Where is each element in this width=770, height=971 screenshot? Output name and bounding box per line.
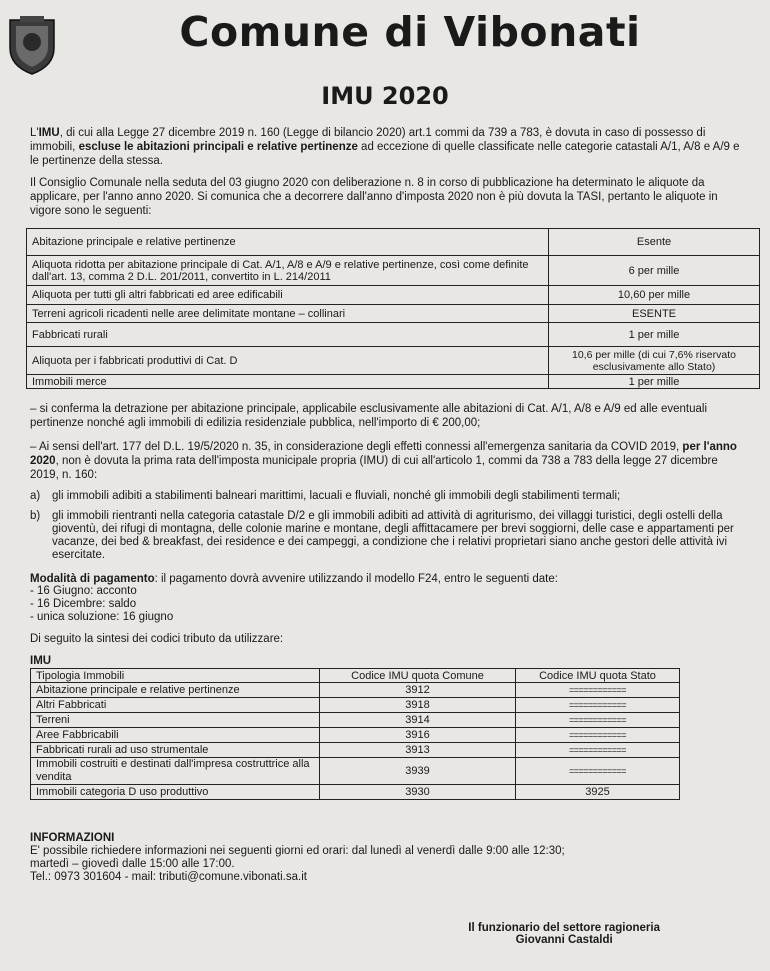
type-cell: Altri Fabbricati (31, 698, 320, 713)
intro-paragraph-1: L'IMU, di cui alla Legge 27 dicembre 2019 n. 160 (Legge di bilancio 2020) art.1 commi da 739 a 783, è dovuta in caso di possesso di immobili, escluse le abitazioni principali e relative pertinenze ad eccezione di quelle classificate nelle categorie catastali A/1, A/8 e A/9 e le pertinenze della stessa. (30, 127, 740, 167)
payment-dates (30, 585, 173, 624)
rate-value: 10,6 per mille (di cui 7,6% riservato esclusivamente allo Stato) (549, 347, 760, 375)
comune-code-cell: 3918 (320, 698, 516, 713)
table-row (31, 785, 680, 800)
stato-code-cell: ============ (516, 683, 680, 698)
rates-table (26, 228, 760, 389)
rates-row (27, 256, 760, 286)
comune-code-cell: 3914 (320, 713, 516, 728)
municipal-crest-icon (6, 14, 58, 76)
comune-code-cell: 3939 (320, 758, 516, 785)
page-subtitle: IMU 2020 (321, 82, 449, 110)
payment-date: - 16 Giugno: acconto (30, 585, 137, 597)
stato-code-cell: ============ (516, 728, 680, 743)
exemption-item-a (30, 490, 748, 503)
column-header: Tipologia Immobili (31, 669, 320, 683)
comune-code-cell: 3912 (320, 683, 516, 698)
rates-row (27, 305, 760, 323)
signature-role: Il funzionario del settore ragioneria (468, 922, 660, 934)
item-text: gli immobili adibiti a stabilimenti balneari marittimi, lacuali e fluviali, nonché gli immobili degli stabilimenti termali; (52, 490, 621, 502)
rate-value: 10,60 per mille (549, 286, 760, 305)
rate-value: ESENTE (549, 305, 760, 323)
payment-date: - unica soluzione: 16 giugno (30, 611, 174, 623)
rate-label: Abitazione principale e relative pertinenze (27, 229, 549, 256)
column-header: Codice IMU quota Comune (320, 669, 516, 683)
rate-label: Aliquota ridotta per abitazione principale di Cat. A/1, A/8 e A/9 e relative pertinenze, così come definite dall'art. 13, comma 2 D.L. 201/2011, convertito in L. 214/2011 (27, 256, 549, 286)
rate-value: 1 per mille (549, 323, 760, 347)
info-contacts: Tel.: 0973 301604 - mail: tributi@comune.vibonati.sa.it (30, 871, 307, 883)
comune-code-cell: 3913 (320, 743, 516, 758)
rate-label: Aliquota per i fabbricati produttivi di Cat. D (27, 347, 549, 375)
type-cell: Immobili costruiti e destinati dall'impresa costruttrice alla vendita (31, 758, 320, 785)
item-label: b) (30, 510, 41, 522)
type-cell: Immobili categoria D uso produttivo (31, 785, 320, 800)
type-cell: Abitazione principale e relative pertinenze (31, 683, 320, 698)
type-cell: Terreni (31, 713, 320, 728)
rate-label: Terreni agricoli ricadenti nelle aree delimitate montane – collinari (27, 305, 549, 323)
type-cell: Fabbricati rurali ad uso strumentale (31, 743, 320, 758)
rate-label: Immobili merce (27, 375, 549, 389)
codes-section-title: IMU (30, 655, 52, 667)
stato-code-cell: ============ (516, 698, 680, 713)
table-row (31, 698, 680, 713)
rates-row (27, 286, 760, 305)
rate-label: Aliquota per tutti gli altri fabbricati ed aree edificabili (27, 286, 549, 305)
item-label: a) (30, 490, 41, 502)
tax-codes-table (30, 668, 680, 800)
column-header: Codice IMU quota Stato (516, 669, 680, 683)
rate-value: 6 per mille (549, 256, 760, 286)
stato-code-cell: ============ (516, 743, 680, 758)
type-cell: Aree Fabbricabili (31, 728, 320, 743)
table-row (31, 713, 680, 728)
table-row (31, 758, 680, 785)
rates-row (27, 375, 760, 389)
codes-header-row (31, 669, 680, 683)
payment-date: - 16 Dicembre: saldo (30, 598, 137, 610)
comune-code-cell: 3916 (320, 728, 516, 743)
rates-row (27, 347, 760, 375)
intro-paragraph-2: Il Consiglio Comunale nella seduta del 03 giugno 2020 con deliberazione n. 8 in corso di pubblicazione ha determinato le aliquote da applicare, per l'anno anno 2020. Si comunica che a decorrere dall'anno d'imposta 2020 non è più dovuta la TASI, pertanto le aliquote in vigore sono le seguenti: (30, 177, 718, 217)
rate-value: Esente (549, 229, 760, 256)
item-text: gli immobili rientranti nella categoria catastale D/2 e gli immobili adibiti ad attività di agriturismo, dei villaggi turistici, degli ostelli della gioventù, dei rifugi di montagna, delle colonie marine e montane, degli affittacamere per brevi soggiorni, delle case e appartamenti per vacanze, dei bed & breakfast, dei residence e dei campeggi, a condizione che i relativi proprietari siano anche gestori delle attività ivi esercitate. (52, 510, 734, 561)
exemption-item-b (30, 510, 748, 562)
info-line: E' possibile richiedere informazioni nei seguenti giorni ed orari: dal lunedì al venerdì dalle 9:00 alle 12:30; (30, 845, 565, 857)
codes-intro: Di seguito la sintesi dei codici tributo da utilizzare: (30, 633, 284, 645)
stato-code-cell: ============ (516, 713, 680, 728)
info-section (30, 832, 748, 884)
rates-row (27, 229, 760, 256)
rates-row (27, 323, 760, 347)
signature-block (468, 922, 660, 946)
table-row (31, 743, 680, 758)
info-line: martedì – giovedì dalle 15:00 alle 17:00. (30, 858, 235, 870)
covid-note: – Ai sensi dell'art. 177 del D.L. 19/5/2020 n. 35, in considerazione degli effetti connessi all'emergenza sanitaria da COVID 2019, per l'anno 2020, non è dovuta la prima rata dell'imposta municipale propria (IMU) di cui all'articolo 1, commi da 738 a 783 della legge 27 dicembre 2019, n. 160: (30, 441, 737, 481)
info-title: INFORMAZIONI (30, 832, 115, 844)
payment-heading: Modalità di pagamento: il pagamento dovrà avvenire utilizzando il modello F24, entro le seguenti date: (30, 573, 558, 585)
comune-code-cell: 3930 (320, 785, 516, 800)
page-title: Comune di Vibonati (179, 8, 641, 56)
stato-code-cell: 3925 (516, 785, 680, 800)
table-row (31, 683, 680, 698)
signature-name: Giovanni Castaldi (515, 934, 613, 946)
table-row (31, 728, 680, 743)
rate-label: Fabbricati rurali (27, 323, 549, 347)
detraction-note: – si conferma la detrazione per abitazione principale, applicabile esclusivamente alle abitazioni di Cat. A/1, A/8 e A/9 ed alle eventuali pertinenze nonché agli immobili di edilizia residenziale pubblica, nell'importo di € 200,00; (30, 403, 707, 429)
stato-code-cell: ============ (516, 758, 680, 785)
rate-value: 1 per mille (549, 375, 760, 389)
